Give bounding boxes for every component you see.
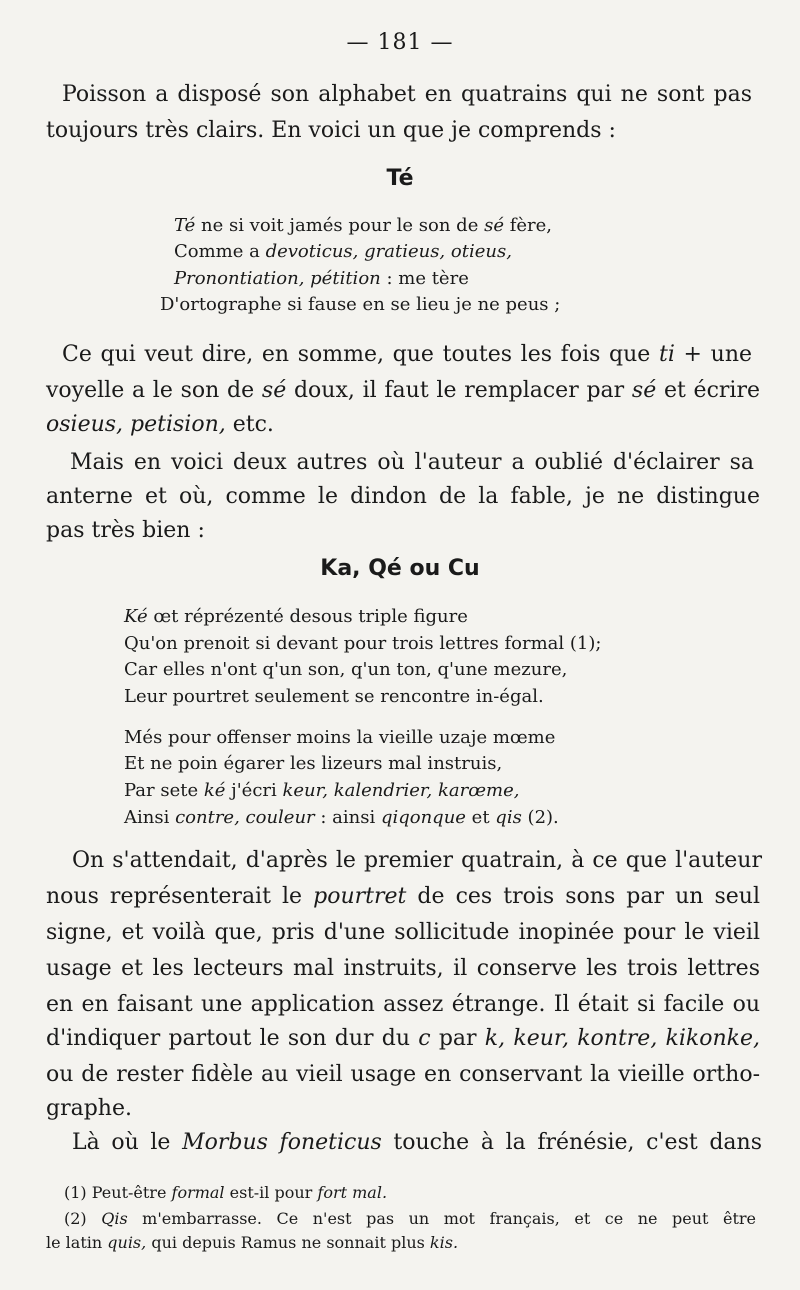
text-run: sé — [631, 378, 657, 403]
text-run: qiqonque — [380, 807, 466, 828]
text-run: est-il pour — [224, 1183, 318, 1202]
verse-line: Més pour offenser moins la vieille uzaje mœme — [124, 727, 556, 748]
paragraph-line: pas très bien : — [46, 518, 205, 543]
verse-text: Comme a — [174, 241, 266, 262]
verse-line: Et ne poin égarer les lizeurs mal instruis, — [124, 753, 503, 774]
text-run: osieus, petision, — [46, 412, 226, 437]
text-run: sé — [261, 378, 287, 403]
text-run: Par sete — [124, 780, 204, 801]
paragraph-line — [46, 1024, 760, 1054]
text-run: Là où le — [72, 1130, 183, 1155]
text-run: ti — [659, 342, 675, 367]
text-run: (2) — [64, 1209, 102, 1228]
verse-line: D'ortographe si fause en se lieu je ne peus ; — [160, 294, 561, 315]
text-run: qui depuis Ramus ne sonnait plus — [146, 1233, 430, 1252]
verse-word: Té — [174, 215, 196, 236]
verse-line — [174, 214, 552, 238]
paragraph-line: On s'attendait, d'après le premier quatrain, à ce que l'auteur — [72, 848, 762, 873]
text-run: formal — [171, 1183, 225, 1202]
text-run: quis, — [107, 1233, 147, 1252]
text-run: doux, il faut le remplacer par — [286, 378, 632, 403]
section-heading: Té — [386, 166, 414, 191]
paragraph-line: ou de rester fidèle au vieil usage en conservant la vieille ortho- — [46, 1062, 760, 1087]
footnote-2-continuation — [46, 1232, 760, 1254]
verse-line — [174, 240, 512, 264]
text-run: c — [418, 1026, 431, 1051]
verse-word: Pronontiation, pétition — [174, 268, 381, 289]
text-run: Ké — [124, 606, 148, 627]
text-run: touche à la frénésie, c'est dans — [381, 1130, 762, 1155]
text-run: m'embarrasse. Ce n'est pas un mot français, et ce ne peut être — [127, 1209, 757, 1228]
paragraph-line: graphe. — [46, 1096, 132, 1121]
paragraph-line: toujours très clairs. En voici un que je comprends : — [46, 118, 616, 143]
verse-text: ne si voit jamés pour le son de — [195, 215, 485, 236]
text-run: contre, couleur — [175, 807, 315, 828]
section-heading: Ka, Qé ou Cu — [320, 556, 480, 581]
text-run: ké — [203, 780, 226, 801]
text-run: voyelle a le son de — [46, 378, 262, 403]
paragraph-line — [46, 410, 760, 440]
text-run: keur, kalendrier, karœme, — [282, 780, 520, 801]
footnote-2 — [64, 1208, 756, 1230]
text-run: qis — [495, 807, 522, 828]
text-run: par — [430, 1026, 485, 1051]
text-run: pourtret — [313, 884, 407, 909]
text-run: : ainsi — [314, 807, 381, 828]
text-run: et écrire — [656, 378, 760, 403]
paragraph-line — [46, 376, 760, 406]
paragraph-line: Mais en voici deux autres où l'auteur a oublié d'éclairer sa — [70, 450, 754, 475]
text-run: kis. — [429, 1233, 459, 1252]
text-run: le latin — [46, 1233, 108, 1252]
text-run: fort mal. — [317, 1183, 388, 1202]
paragraph-line: usage et les lecteurs mal instruits, il conserve les trois lettres — [46, 956, 760, 981]
page-number: — 181 — — [346, 30, 454, 55]
text-run: j'écri — [225, 780, 283, 801]
paragraph-line — [46, 882, 760, 912]
text-run: de ces trois sons par un seul — [406, 884, 760, 909]
text-run: d'indiquer partout le son dur du — [46, 1026, 419, 1051]
paragraph-line — [62, 340, 752, 370]
paragraph-line: en en faisant une application assez étrange. Il était si facile ou — [46, 992, 760, 1017]
verse-line — [174, 267, 469, 291]
text-run: Ainsi — [124, 807, 176, 828]
verse-line — [124, 605, 468, 629]
paragraph-line: anterne et où, comme le dindon de la fable, je ne distingue — [46, 484, 760, 509]
text-run: (1) Peut-être — [64, 1183, 172, 1202]
text-run: œt réprézenté desous triple figure — [147, 606, 468, 627]
paragraph-line: signe, et voilà que, pris d'une sollicitude inopinée pour le vieil — [46, 920, 760, 945]
text-run: (2). — [521, 807, 559, 828]
verse-line: Car elles n'ont q'un son, q'un ton, q'une mezure, — [124, 659, 568, 680]
text-run: k, keur, kontre, kikonke, — [484, 1026, 761, 1051]
verse-line: Qu'on prenoit si devant pour trois lettres formal (1); — [124, 633, 602, 654]
paragraph-line — [72, 1128, 762, 1158]
paragraph-line: Poisson a disposé son alphabet en quatrains qui ne sont pas — [62, 82, 752, 107]
verse-line: Leur pourtret seulement se rencontre in-égal. — [124, 686, 544, 707]
verse-word: devoticus, gratieus, otieus, — [265, 241, 512, 262]
verse-text: fère, — [503, 215, 552, 236]
verse-line — [124, 779, 519, 803]
footnote-1 — [64, 1182, 778, 1204]
text-run: et — [465, 807, 496, 828]
verse-text: : me tère — [380, 268, 469, 289]
text-run: Morbus foneticus — [182, 1130, 382, 1155]
text-run: Qis — [101, 1209, 128, 1228]
verse-word: sé — [484, 215, 504, 236]
text-run: etc. — [225, 412, 274, 437]
text-run: + une — [674, 342, 753, 367]
verse-line — [124, 806, 559, 830]
text-run: Ce qui veut dire, en somme, que toutes les fois que — [62, 342, 659, 367]
text-run: nous représenterait le — [46, 884, 314, 909]
